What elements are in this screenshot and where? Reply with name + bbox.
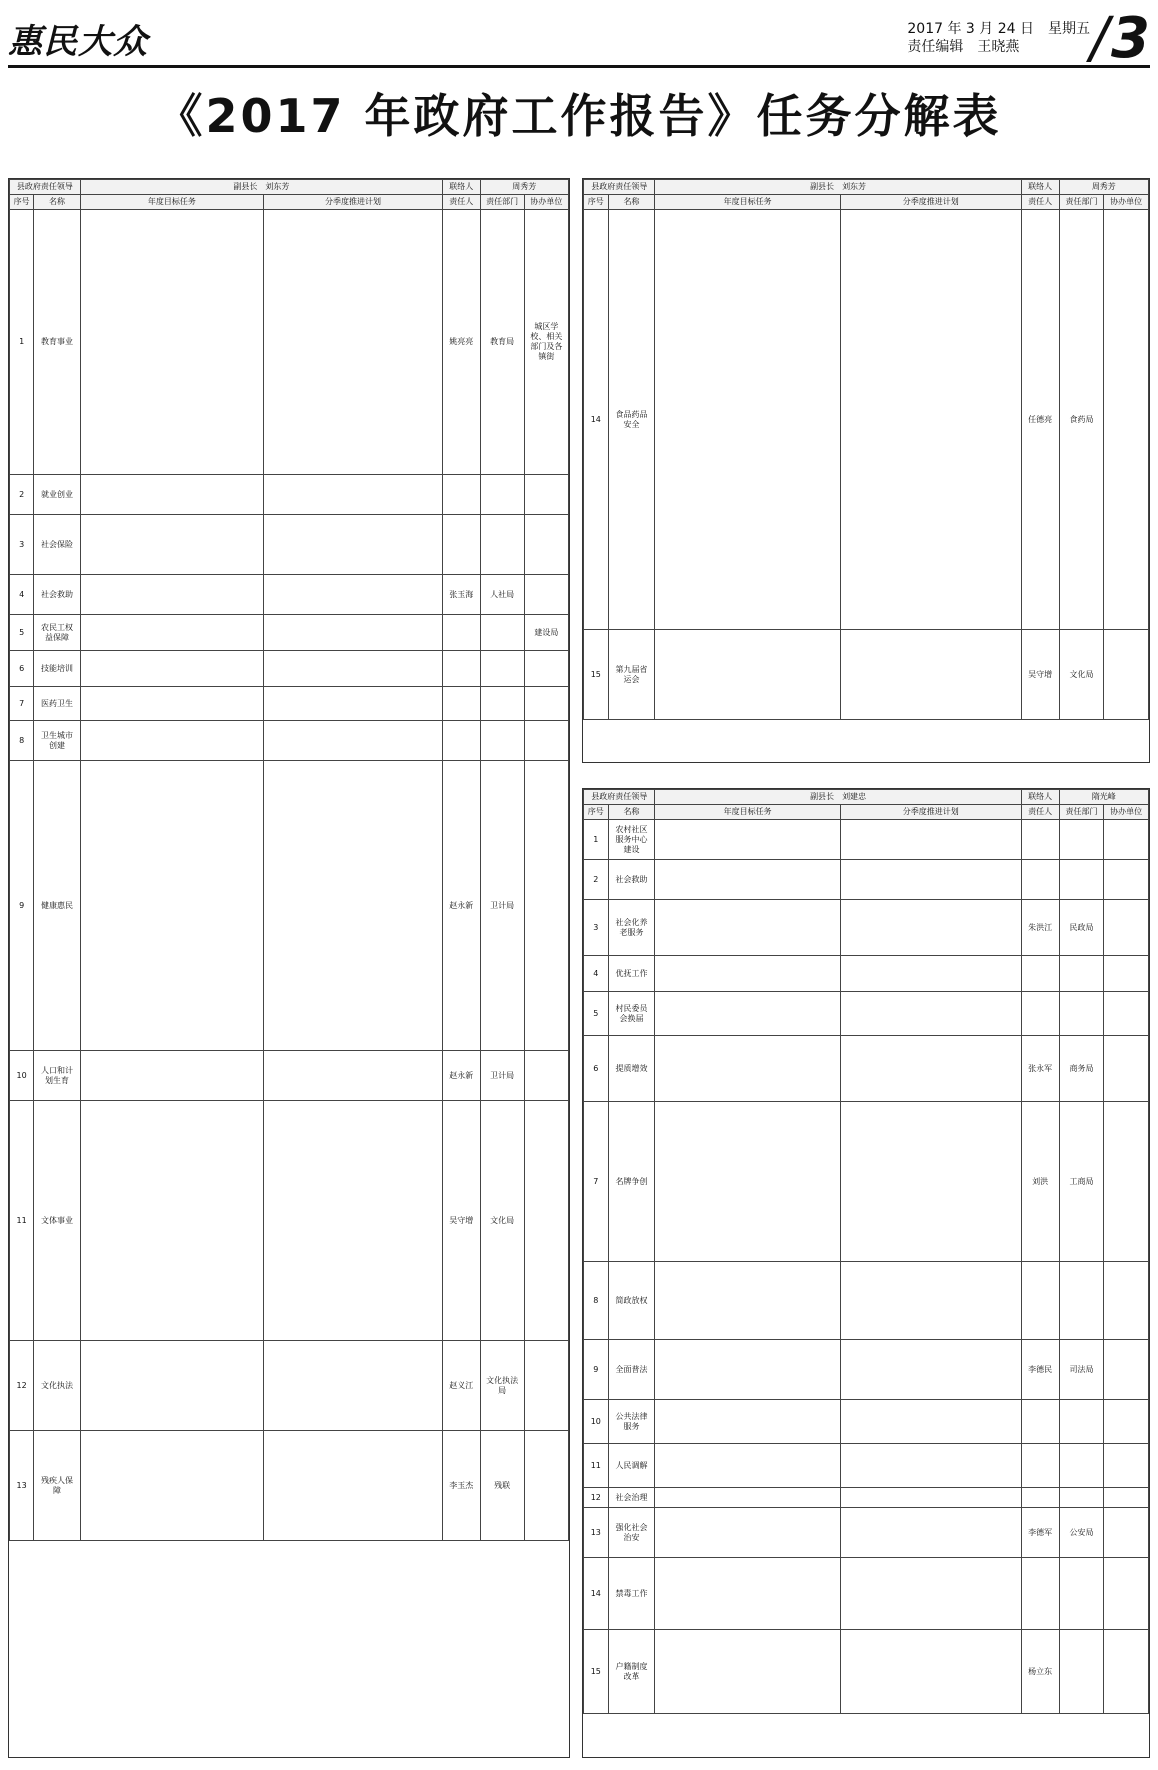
annual-task-cell [655, 1630, 840, 1714]
row-number: 10 [584, 1400, 609, 1444]
assist-unit [1104, 1630, 1149, 1714]
column-header: 年度目标任务 [80, 195, 263, 210]
responsible-dept: 工商局 [1059, 1102, 1104, 1262]
row-name: 农民工权益保障 [34, 615, 80, 651]
table-row [10, 1101, 569, 1341]
table-row [584, 1444, 1149, 1488]
annual-task-cell [655, 900, 840, 956]
annual-task-cell [80, 721, 263, 761]
annual-task-cell [80, 475, 263, 515]
responsible-person: 吴守增 [443, 1101, 481, 1341]
assist-unit [524, 575, 568, 615]
deputy-name: 刘东芳 [842, 182, 867, 191]
table-row [584, 900, 1149, 956]
row-name: 村民委员会换届 [608, 992, 655, 1036]
annual-task-cell [80, 761, 263, 1051]
row-name: 提质增效 [608, 1036, 655, 1102]
row-number: 2 [10, 475, 34, 515]
assist-unit [1104, 1340, 1149, 1400]
annual-task-cell [655, 992, 840, 1036]
table-row [10, 615, 569, 651]
contact-name: 周秀芳 [480, 180, 568, 195]
assist-unit: 城区学校、相关部门及各镇街 [524, 210, 568, 475]
column-header: 名称 [608, 195, 655, 210]
annual-task-cell [80, 1101, 263, 1341]
annual-task-cell [80, 1051, 263, 1101]
column-header: 序号 [584, 805, 609, 820]
responsible-dept: 公安局 [1059, 1508, 1104, 1558]
task-table [583, 789, 1149, 1714]
deputy-label: 副县长 [810, 182, 835, 191]
assist-unit [1104, 210, 1149, 630]
right-bottom-task-table [582, 788, 1150, 1758]
row-number: 13 [584, 1508, 609, 1558]
assist-unit [524, 721, 568, 761]
newspaper-logo: 惠民大众 [8, 22, 148, 62]
quarterly-plan-cell [264, 475, 443, 515]
row-name: 第九届省运会 [608, 630, 655, 720]
quarterly-plan-cell [264, 515, 443, 575]
quarterly-plan-cell [840, 860, 1021, 900]
table-row [584, 1508, 1149, 1558]
row-name: 社会化养老服务 [608, 900, 655, 956]
responsible-person: 张玉海 [443, 575, 481, 615]
assist-unit [524, 1431, 568, 1541]
responsible-person: 赵永新 [443, 761, 481, 1051]
quarterly-plan-cell [840, 820, 1021, 860]
annual-task-cell [655, 1488, 840, 1508]
responsible-dept [1059, 1262, 1104, 1340]
responsible-person: 朱洪江 [1021, 900, 1059, 956]
row-number: 12 [584, 1488, 609, 1508]
responsible-person [1021, 1444, 1059, 1488]
assist-unit [1104, 1400, 1149, 1444]
annual-task-cell [655, 210, 840, 630]
table-row [10, 210, 569, 475]
quarterly-plan-cell [840, 1508, 1021, 1558]
assist-unit [1104, 1102, 1149, 1262]
row-number: 8 [584, 1262, 609, 1340]
responsible-dept: 食药局 [1059, 210, 1104, 630]
row-number: 9 [584, 1340, 609, 1400]
quarterly-plan-cell [264, 1341, 443, 1431]
responsible-person: 张永军 [1021, 1036, 1059, 1102]
table-row [10, 761, 569, 1051]
assist-unit [1104, 1488, 1149, 1508]
quarterly-plan-cell [264, 615, 443, 651]
annual-task-cell [655, 1558, 840, 1630]
quarterly-plan-cell [264, 1431, 443, 1541]
responsible-dept [1059, 992, 1104, 1036]
quarterly-plan-cell [840, 956, 1021, 992]
assist-unit [524, 1341, 568, 1431]
quarterly-plan-cell [840, 1558, 1021, 1630]
column-header: 分季度推进计划 [840, 195, 1021, 210]
column-header: 序号 [584, 195, 609, 210]
responsible-person [1021, 820, 1059, 860]
responsible-dept: 文化局 [480, 1101, 524, 1341]
quarterly-plan-cell [840, 900, 1021, 956]
leader-label: 县政府责任领导 [10, 180, 81, 195]
assist-unit [1104, 1262, 1149, 1340]
quarterly-plan-cell [840, 1262, 1021, 1340]
table-row [10, 687, 569, 721]
annual-task-cell [80, 1431, 263, 1541]
left-task-table [8, 178, 570, 1758]
assist-unit [524, 1101, 568, 1341]
task-table [9, 179, 569, 1541]
responsible-dept [480, 687, 524, 721]
row-name: 人民调解 [608, 1444, 655, 1488]
column-header: 年度目标任务 [655, 805, 840, 820]
row-name: 农村社区服务中心建设 [608, 820, 655, 860]
row-number: 7 [584, 1102, 609, 1262]
annual-task-cell [655, 1036, 840, 1102]
responsible-person: 杨立东 [1021, 1630, 1059, 1714]
annual-task-cell [80, 615, 263, 651]
column-header: 名称 [608, 805, 655, 820]
responsible-dept [480, 651, 524, 687]
quarterly-plan-cell [840, 1488, 1021, 1508]
responsible-dept [1059, 956, 1104, 992]
row-number: 15 [584, 1630, 609, 1714]
table-row [10, 1051, 569, 1101]
table-row [10, 651, 569, 687]
row-name: 教育事业 [34, 210, 80, 475]
responsible-dept [480, 475, 524, 515]
row-number: 4 [584, 956, 609, 992]
quarterly-plan-cell [840, 1340, 1021, 1400]
responsible-person [1021, 1400, 1059, 1444]
column-header: 协办单位 [1104, 195, 1149, 210]
row-number: 5 [584, 992, 609, 1036]
responsible-dept [1059, 1400, 1104, 1444]
row-number: 13 [10, 1431, 34, 1541]
responsible-dept: 民政局 [1059, 900, 1104, 956]
right-top-task-table [582, 178, 1150, 763]
annual-task-cell [655, 956, 840, 992]
deputy-name: 刘东芳 [265, 182, 290, 191]
quarterly-plan-cell [840, 1444, 1021, 1488]
quarterly-plan-cell [840, 1400, 1021, 1444]
assist-unit [1104, 1444, 1149, 1488]
assist-unit [524, 651, 568, 687]
row-name: 全面普法 [608, 1340, 655, 1400]
row-name: 名牌争创 [608, 1102, 655, 1262]
column-header: 名称 [34, 195, 80, 210]
quarterly-plan-cell [264, 1101, 443, 1341]
leader-row [10, 180, 569, 195]
issue-date: 2017 年 3 月 24 日 星期五 [907, 21, 1090, 37]
deputy-label: 副县长 [233, 182, 258, 191]
quarterly-plan-cell [264, 721, 443, 761]
responsible-person: 吴守增 [1021, 630, 1059, 720]
responsible-person [1021, 956, 1059, 992]
table-row [584, 630, 1149, 720]
assist-unit [1104, 860, 1149, 900]
table-row [584, 1488, 1149, 1508]
column-header: 责任部门 [1059, 805, 1104, 820]
annual-task-cell [655, 1102, 840, 1262]
responsible-person: 姚亮亮 [443, 210, 481, 475]
annual-task-cell [655, 1340, 840, 1400]
responsible-person [443, 515, 481, 575]
column-header: 责任人 [443, 195, 481, 210]
row-number: 3 [10, 515, 34, 575]
task-table [583, 179, 1149, 720]
responsible-dept [1059, 860, 1104, 900]
row-number: 6 [584, 1036, 609, 1102]
row-name: 社会治理 [608, 1488, 655, 1508]
responsible-dept [1059, 1488, 1104, 1508]
row-name: 技能培训 [34, 651, 80, 687]
table-row [584, 1102, 1149, 1262]
page-number-value: 3 [1111, 6, 1150, 71]
responsible-dept [480, 515, 524, 575]
table-row [584, 1400, 1149, 1444]
column-header: 分季度推进计划 [264, 195, 443, 210]
table-row [584, 820, 1149, 860]
row-name: 健康惠民 [34, 761, 80, 1051]
quarterly-plan-cell [840, 1630, 1021, 1714]
assist-unit [1104, 900, 1149, 956]
assist-unit [524, 475, 568, 515]
table-row [584, 210, 1149, 630]
quarterly-plan-cell [840, 1102, 1021, 1262]
issue-editor: 责任编辑 王晓燕 [907, 39, 1020, 55]
contact-name: 隋光峰 [1059, 790, 1148, 805]
row-number: 7 [10, 687, 34, 721]
responsible-dept: 教育局 [480, 210, 524, 475]
deputy-cell [80, 180, 442, 195]
row-name: 医药卫生 [34, 687, 80, 721]
row-number: 11 [10, 1101, 34, 1341]
row-number: 6 [10, 651, 34, 687]
assist-unit [524, 687, 568, 721]
responsible-person [1021, 860, 1059, 900]
assist-unit [1104, 1558, 1149, 1630]
quarterly-plan-cell [264, 761, 443, 1051]
annual-task-cell [80, 575, 263, 615]
annual-task-cell [655, 1508, 840, 1558]
contact-label: 联络人 [443, 180, 481, 195]
row-name: 公共法律服务 [608, 1400, 655, 1444]
column-header: 协办单位 [524, 195, 568, 210]
annual-task-cell [655, 820, 840, 860]
responsible-dept: 商务局 [1059, 1036, 1104, 1102]
column-header: 序号 [10, 195, 34, 210]
column-header-row [10, 195, 569, 210]
row-name: 强化社会治安 [608, 1508, 655, 1558]
quarterly-plan-cell [264, 651, 443, 687]
deputy-cell [655, 180, 1021, 195]
row-number: 2 [584, 860, 609, 900]
responsible-person [443, 687, 481, 721]
responsible-person [443, 475, 481, 515]
quarterly-plan-cell [264, 575, 443, 615]
table-row [10, 1431, 569, 1541]
assist-unit [1104, 1508, 1149, 1558]
table-row [584, 1630, 1149, 1714]
row-number: 12 [10, 1341, 34, 1431]
assist-unit [524, 761, 568, 1051]
assist-unit [1104, 1036, 1149, 1102]
column-header: 责任部门 [480, 195, 524, 210]
responsible-dept [1059, 1444, 1104, 1488]
page-headline: 《2017 年政府工作报告》任务分解表 [156, 89, 1002, 143]
annual-task-cell [655, 630, 840, 720]
row-name: 社会救助 [34, 575, 80, 615]
row-name: 食品药品安全 [608, 210, 655, 630]
assist-unit [1104, 992, 1149, 1036]
table-row [10, 475, 569, 515]
table-row [584, 860, 1149, 900]
table-row [584, 992, 1149, 1036]
column-header-row [584, 195, 1149, 210]
row-name: 人口和计划生育 [34, 1051, 80, 1101]
annual-task-cell [80, 1341, 263, 1431]
table-row [10, 515, 569, 575]
responsible-person: 李德军 [1021, 1508, 1059, 1558]
table-row [584, 1262, 1149, 1340]
row-number: 9 [10, 761, 34, 1051]
table-row [10, 1341, 569, 1431]
responsible-dept: 残联 [480, 1431, 524, 1541]
table-row [10, 721, 569, 761]
annual-task-cell [655, 1444, 840, 1488]
row-number: 5 [10, 615, 34, 651]
responsible-person [443, 721, 481, 761]
column-header: 责任人 [1021, 195, 1059, 210]
column-header: 责任部门 [1059, 195, 1104, 210]
column-header: 协办单位 [1104, 805, 1149, 820]
row-name: 残疾人保障 [34, 1431, 80, 1541]
row-number: 8 [10, 721, 34, 761]
quarterly-plan-cell [840, 1036, 1021, 1102]
quarterly-plan-cell [840, 630, 1021, 720]
quarterly-plan-cell [264, 210, 443, 475]
column-header-row [584, 805, 1149, 820]
annual-task-cell [655, 1262, 840, 1340]
row-number: 15 [584, 630, 609, 720]
row-name: 文化执法 [34, 1341, 80, 1431]
row-number: 14 [584, 210, 609, 630]
row-name: 社会救助 [608, 860, 655, 900]
responsible-dept: 卫计局 [480, 761, 524, 1051]
row-name: 户籍制度改革 [608, 1630, 655, 1714]
table-row [584, 1558, 1149, 1630]
issue-meta [907, 20, 1090, 56]
row-number: 1 [10, 210, 34, 475]
responsible-person: 李德民 [1021, 1340, 1059, 1400]
contact-name: 周秀芳 [1059, 180, 1148, 195]
row-name: 社会保险 [34, 515, 80, 575]
annual-task-cell [80, 515, 263, 575]
responsible-dept: 文化执法局 [480, 1341, 524, 1431]
row-name: 简政放权 [608, 1262, 655, 1340]
assist-unit [1104, 956, 1149, 992]
row-number: 4 [10, 575, 34, 615]
responsible-dept [1059, 1558, 1104, 1630]
contact-label: 联络人 [1021, 790, 1059, 805]
annual-task-cell [80, 210, 263, 475]
row-number: 1 [584, 820, 609, 860]
responsible-person [1021, 1558, 1059, 1630]
row-name: 卫生城市创建 [34, 721, 80, 761]
quarterly-plan-cell [840, 210, 1021, 630]
responsible-dept: 人社局 [480, 575, 524, 615]
assist-unit [1104, 820, 1149, 860]
responsible-dept: 文化局 [1059, 630, 1104, 720]
leader-label: 县政府责任领导 [584, 790, 655, 805]
leader-label: 县政府责任领导 [584, 180, 655, 195]
annual-task-cell [80, 651, 263, 687]
responsible-dept [1059, 820, 1104, 860]
responsible-dept: 司法局 [1059, 1340, 1104, 1400]
leader-row [584, 790, 1149, 805]
deputy-cell [655, 790, 1021, 805]
responsible-person [1021, 992, 1059, 1036]
row-number: 3 [584, 900, 609, 956]
responsible-person: 任德亮 [1021, 210, 1059, 630]
leader-row [584, 180, 1149, 195]
quarterly-plan-cell [264, 687, 443, 721]
masthead [8, 6, 1150, 71]
row-number: 14 [584, 1558, 609, 1630]
quarterly-plan-cell [264, 1051, 443, 1101]
assist-unit [524, 1051, 568, 1101]
page-number: /3 [1090, 6, 1150, 71]
column-header: 年度目标任务 [655, 195, 840, 210]
row-number: 10 [10, 1051, 34, 1101]
quarterly-plan-cell [840, 992, 1021, 1036]
table-row [584, 1036, 1149, 1102]
responsible-person: 刘洪 [1021, 1102, 1059, 1262]
responsible-dept [480, 615, 524, 651]
responsible-dept [480, 721, 524, 761]
responsible-person: 李玉杰 [443, 1431, 481, 1541]
deputy-name: 刘建忠 [842, 792, 867, 801]
responsible-dept: 卫计局 [480, 1051, 524, 1101]
assist-unit: 建设局 [524, 615, 568, 651]
responsible-person [443, 615, 481, 651]
responsible-person: 赵义江 [443, 1341, 481, 1431]
assist-unit [524, 515, 568, 575]
table-row [10, 575, 569, 615]
annual-task-cell [655, 860, 840, 900]
responsible-dept [1059, 1630, 1104, 1714]
table-row [584, 1340, 1149, 1400]
column-header: 责任人 [1021, 805, 1059, 820]
row-name: 文体事业 [34, 1101, 80, 1341]
row-number: 11 [584, 1444, 609, 1488]
contact-label: 联络人 [1021, 180, 1059, 195]
responsible-person [1021, 1262, 1059, 1340]
responsible-person: 赵永新 [443, 1051, 481, 1101]
column-header: 分季度推进计划 [840, 805, 1021, 820]
assist-unit [1104, 630, 1149, 720]
annual-task-cell [655, 1400, 840, 1444]
row-name: 禁毒工作 [608, 1558, 655, 1630]
table-row [584, 956, 1149, 992]
responsible-person [1021, 1488, 1059, 1508]
deputy-label: 副县长 [810, 792, 835, 801]
row-name: 就业创业 [34, 475, 80, 515]
annual-task-cell [80, 687, 263, 721]
row-name: 优抚工作 [608, 956, 655, 992]
responsible-person [443, 651, 481, 687]
